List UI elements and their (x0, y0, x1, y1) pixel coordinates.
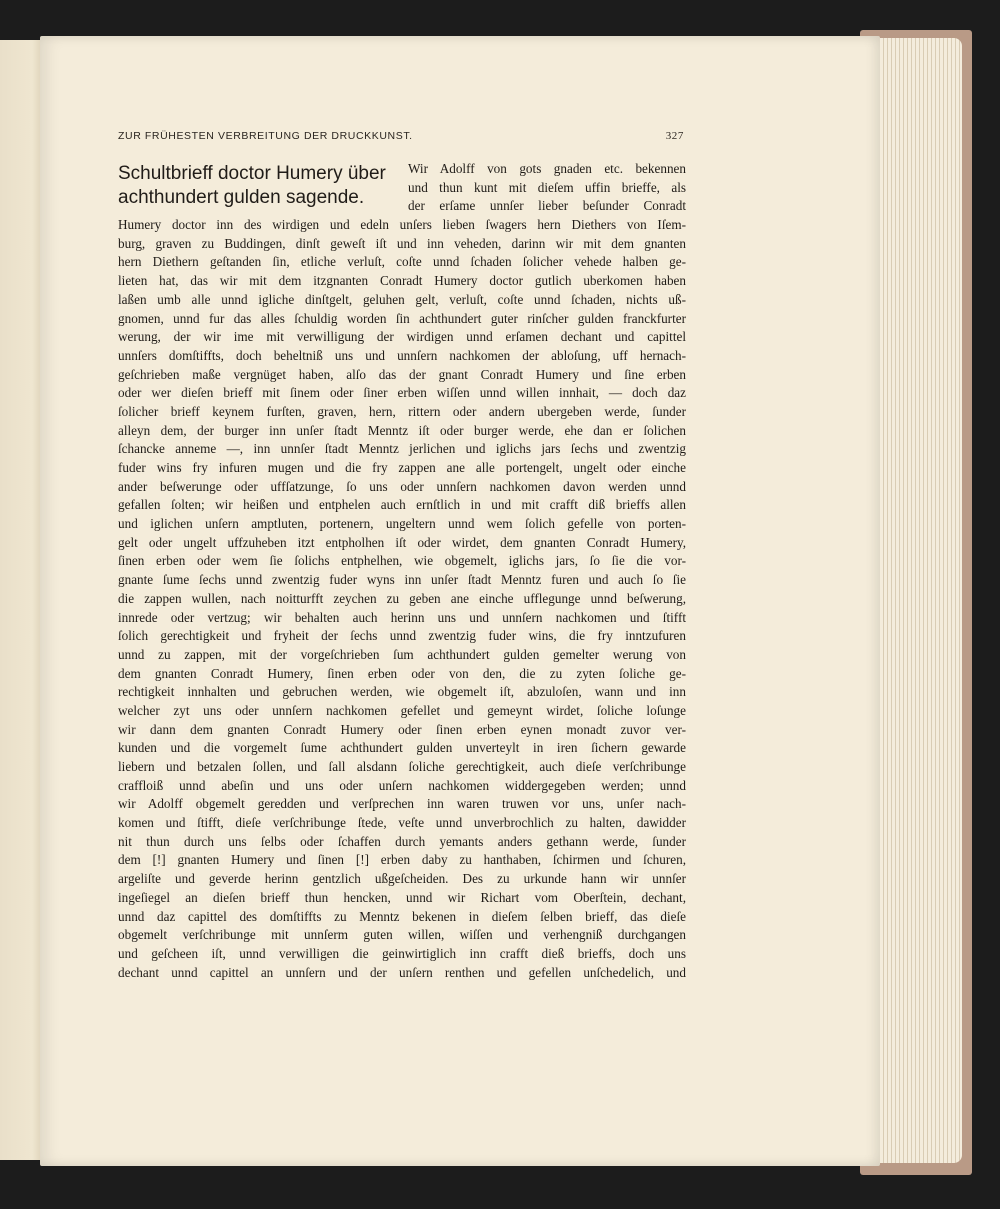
body-line: ſolicher brieff keynem furſten, graven, hern, rittern oder andern ubergeben werde, ſunder (118, 403, 686, 419)
body-line: der erſame unnſer lieber beſunder Conradt (408, 198, 686, 214)
body-line: ander beſwerunge oder uffſatzunge, ſo uns oder unnſern nachkomen davon werden unnd (118, 478, 686, 494)
body-line: gelt oder ungelt uffzuheben itzt entpholhen iſt oder wirdet, dem gnanten Conradt Humery, (118, 534, 686, 550)
body-line: welcher zyt uns oder unnſern nachkomen gefellet und gemeynt wirdet, ſoliche loſunge (118, 702, 686, 718)
body-line: gnante ſume ſechs unnd zwentzig fuder wyns inn unſer ſtadt Menntz furen und auch ſo ſie (118, 572, 686, 588)
body-line: unnd daz capittel des domſtiffts zu Menntz bekenen in dieſem ſelben brieff, das dieſe (118, 908, 686, 924)
body-line: komen und ſtifft, dieſe verſchribunge ſtede, veſte unnd unverbrochlich zu halten, dawidder (118, 815, 686, 831)
body-line: kunden und die vorgemelt ſume achthundert gulden unverteylt in iren ſichern gewarde (118, 740, 686, 756)
body-text (118, 160, 686, 982)
body-line: alleyn dem, der burger inn unſer ſtadt Menntz iſt oder burger werde, ehe dan er ſolichen (118, 422, 686, 438)
heading-line-1: Schultbrieff doctor Humery über (118, 163, 386, 184)
body-line: wir dann dem gnanten Conradt Humery oder ſinen erben eynen monadt zuvor ver- (118, 721, 686, 737)
body-line: und iglichen unſern amptluten, portenern, ungeltern unnd wem ſolich gefelle von porten- (118, 516, 686, 532)
body-line: hern Diethern geſtanden ſin, etliche verluſt, coſte unnd ſchaden ſolicher vehede halben ge- (118, 254, 686, 270)
body-line: dechant unnd capittel an unnſern und der unſern renthen und gefellen unſchedelich, und (118, 964, 686, 980)
body-line: und thun kunt mit dieſem uffin brieffe, als (408, 179, 686, 195)
body-line: gnomen, unnd fur das alles ſchuldig worden ſin achthundert guter rinſcher gulden franckfurter (118, 310, 686, 326)
heading-line-2: achthundert gulden sagende. (118, 187, 365, 208)
body-line: wir Adolff obgemelt geredden und verſprechen inn waren truwen vor uns, unſer nach- (118, 796, 686, 812)
body-line: nit thun durch uns ſelbs oder ſchaffen durch yemants anders gethann werde, ſunder (118, 833, 686, 849)
body-line: und geſcheen iſt, unnd verwilligen die geinwirtiglich inn crafft dieß brieffs, doch uns (118, 945, 686, 961)
body-line: craffloiß unnd abeſin und uns oder unſern nachkomen widdergegeben werden; unnd (118, 777, 686, 793)
body-line: fuder wins fry infuren mugen und die fry zappen ane alle portengelt, ungelt oder einche (118, 460, 686, 475)
running-head (118, 130, 684, 142)
body-line: liebern und betzalen ſollen, und ſall alsdann ſoliche gerechtigkeit, auch dieſe verſchribunge (118, 759, 686, 774)
body-line: unnſers domſtiffts, doch beheltniß uns und unnſern nachkomen der abloſung, uff hernach- (118, 347, 686, 363)
body-line: geſchrieben maße vergnüget haben, alſo das der gnant Conradt Humery und ſine erben (118, 366, 686, 382)
page-number: 327 (665, 130, 684, 142)
body-line: obgemelt verſchribunge mit unnſerm guten willen, wiſſen und verhengniß durchgangen (118, 927, 686, 943)
body-line: dem gnanten Conradt Humery, ſinen erben oder von den, die zu zyten ſoliche ge- (118, 665, 686, 681)
body-line: die zappen wullen, nach noitturfft zeychen zu geben ane einche ufflegunge unnd beſwerung, (118, 590, 686, 606)
body-line: ſinen erben oder wem ſie ſolichs entphelhen, wie obgemelt, iglichs jars, ſo ſie die vor- (118, 553, 686, 569)
page-stack-edges (872, 38, 962, 1163)
body-line: ſchancke anneme —, inn unnſer ſtadt Menntz jerlichen und iglichs jars ſechs und zwentzig (118, 441, 686, 457)
body-line: burg, graven zu Buddingen, dinſt geweſt iſt und inn veheden, darinn wir mit dem gnanten (118, 235, 686, 251)
body-line: innrede oder vertzug; wir behalten auch herinn uns und unnſern nachkomen und ſtifft (118, 609, 686, 625)
body-line: unnd zu zappen, mit der vorgeſchrieben ſum achthundert gulden gemelter werung von (118, 646, 686, 662)
body-line: lieten hat, das wir mit dem itzgnanten Conradt Humery doctor gutlich uberkomen haben (118, 273, 686, 289)
body-line: rechtigkeit innhalten und gebruchen werden, wie obgemelt iſt, abzuloſen, wann und inn (118, 684, 686, 700)
body-line: werung, der wir ime mit verwilligung der wirdigen unnd erſamen dechant und capittel (118, 329, 686, 345)
body-line: laßen umb alle unnd igliche dinſtgelt, geluhen gelt, verluſt, coſte unnd ſchaden, nichts uß- (118, 291, 686, 307)
body-line: ingeſiegel an dieſen brieff thun hencken, unnd wir Richart vom Oberſtein, dechant, (118, 889, 686, 905)
body-line: Humery doctor inn des wirdigen und edeln unſers lieben ſwagers hern Diethers von Iſem- (118, 217, 686, 233)
body-line: argeliſte und geverde herinn gentzlich ußgeſcheiden. Des zu urkunde hann wir unnſer (118, 871, 686, 887)
body-line: dem [!] gnanten Humery und ſinen [!] erben daby zu hanthaben, ſchirmen und ſchuren, (118, 852, 686, 868)
body-line: oder wer dieſen brieff mit ſinem oder ſiner erben wiſſen unnd willen innhait, — doch daz (118, 385, 686, 401)
body-line: gefallen ſolten; wir heißen und entphelen auch ernſtlich in und mit crafft diß brieffs allen (118, 497, 686, 513)
body-line: ſolich gerechtigkeit und fryheit der ſechs unnd zwentzig fuder wins, die fry inntzufuren (118, 628, 686, 644)
body-line: Wir Adolff von gots gnaden etc. bekennen (408, 161, 686, 176)
running-head-title: ZUR FRÜHESTEN VERBREITUNG DER DRUCKKUNST. (118, 130, 413, 142)
